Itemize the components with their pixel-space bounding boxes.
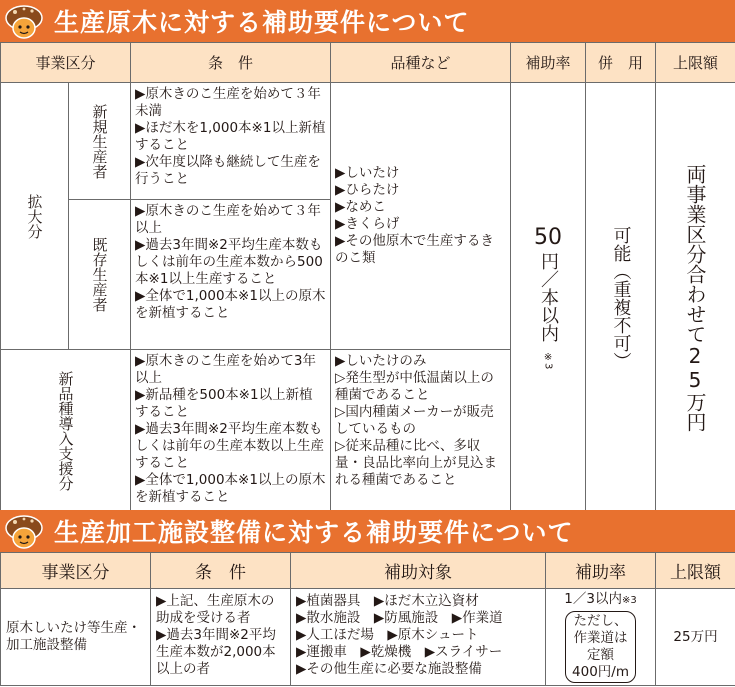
target-line: ▶植菌器具 ▶ほだ木立込資材 [296, 593, 479, 609]
cond-new-item: ▶ほだ木を1,000本※1以上新植すること [135, 120, 326, 153]
kind-item: ▶しいたけ [335, 165, 400, 181]
kind-item: ▷発生型が中低温菌以上の種菌であること [335, 370, 494, 403]
kinds-intro [331, 350, 511, 513]
cond-intro-item: ▶過去3年間※2平均生産本数もしくは前年の生産本数以上生産すること [135, 421, 325, 471]
sub-new-label: 新規生産者 [90, 103, 109, 179]
cond-intro-item: ▶新品種を500本※1以上新植すること [135, 387, 313, 420]
section1-banner [0, 0, 735, 42]
group-intro-label: 新品種導入支援分 [56, 371, 75, 491]
facility-cond-item: ▶上記、生産原木の助成を受ける者 [156, 593, 275, 626]
facility-rate-exception [565, 611, 636, 683]
subsidy-table-2 [0, 552, 735, 686]
facility-targets [291, 589, 546, 686]
facility-rate [546, 589, 656, 686]
rate-exception-line: 作業道は [573, 630, 628, 646]
sub-new [69, 83, 131, 200]
kind-item: ▷従来品種に比べ、多収量・良品比率向上が見込まれる種菌であること [335, 438, 498, 488]
cond-intro [131, 350, 331, 513]
rate-cell [511, 83, 586, 513]
kinds-expand [331, 83, 511, 350]
section2-banner [0, 510, 735, 552]
rate-exception-line: ただし、 [573, 613, 628, 629]
cond-existing-item: ▶原木きのこ生産を始めて３年以上 [135, 203, 321, 236]
header2-rate: 補助率 [546, 553, 656, 589]
combination-text: 可能（重複不可） [610, 225, 632, 370]
header2-conditions: 条 件 [151, 553, 291, 589]
header-limit: 上限額 [656, 43, 735, 83]
sub-existing [69, 200, 131, 350]
rate-number: 50 [534, 225, 563, 251]
header-rate: 補助率 [511, 43, 586, 83]
target-line: ▶人工ほだ場 ▶原木シュート [296, 627, 479, 643]
rate-unit: 円／本以内 [538, 252, 560, 343]
section1-title: 生産原木に対する補助要件について [54, 8, 470, 37]
header-varieties: 品種など [331, 43, 511, 83]
cond-existing-item: ▶過去3年間※2平均生産本数もしくは前年の生産本数から500本※1以上生産すること [135, 237, 323, 287]
kind-item: ▶その他原木で生産するきのこ類 [335, 233, 494, 266]
group-expand-label: 拡大分 [25, 193, 44, 239]
rate-exception-line: 400円/m [572, 664, 629, 680]
group-expand [1, 83, 69, 350]
cond-intro-item: ▶全体で1,000本※1以上の原木を新植すること [135, 472, 326, 505]
section2-title: 生産加工施設整備に対する補助要件について [54, 518, 574, 547]
cond-new [131, 83, 331, 200]
kind-item: ▶ひらたけ [335, 182, 400, 198]
cond-new-item: ▶原木きのこ生産を始めて３年未満 [135, 86, 321, 119]
kind-item: ▶きくらげ [335, 216, 400, 232]
target-line: ▶運搬車 ▶乾燥機 ▶スライサー [296, 644, 503, 660]
shiitake-mascot-icon [4, 511, 44, 551]
shiitake-mascot-icon [4, 1, 44, 41]
facility-rate-main: 1／3以内 [564, 591, 622, 607]
sub-existing-label: 既存生産者 [90, 237, 109, 312]
cond-intro-item: ▶原木きのこ生産を始めて3年以上 [135, 353, 316, 386]
header-category: 事業区分 [1, 43, 131, 83]
header2-targets: 補助対象 [291, 553, 546, 589]
target-line: ▶散水施設 ▶防風施設 ▶作業道 [296, 610, 503, 626]
facility-rate-note: ※3 [621, 595, 637, 606]
cond-existing-item: ▶全体で1,000本※1以上の原木を新植すること [135, 288, 326, 321]
facility-category: 原木しいたけ等生産・加工施設整備 [1, 589, 151, 686]
header2-category: 事業区分 [1, 553, 151, 589]
group-intro [1, 350, 131, 513]
rate-note: ※3 [542, 352, 554, 370]
facility-conditions [151, 589, 291, 686]
header2-limit: 上限額 [656, 553, 735, 589]
header-conditions: 条 件 [131, 43, 331, 83]
cond-existing [131, 200, 331, 350]
header-combination: 併 用 [586, 43, 656, 83]
limit-cell [656, 83, 735, 513]
facility-cond-item: ▶過去3年間※2平均生産本数が2,000本以上の者 [156, 627, 276, 677]
target-line: ▶その他生産に必要な施設整備 [296, 661, 482, 677]
limit-text: 両事業区分合わせて25万円 [683, 163, 708, 432]
cond-new-item: ▶次年度以降も継続して生産を行うこと [135, 154, 321, 187]
facility-limit: 25万円 [656, 589, 735, 686]
kind-item: ▶しいたけのみ [335, 353, 427, 369]
combination-cell [586, 83, 656, 513]
kind-item: ▶なめこ [335, 199, 386, 215]
kind-item: ▷国内種菌メーカーが販売しているもの [335, 404, 494, 437]
rate-exception-line: 定額 [587, 647, 614, 663]
subsidy-table-1 [0, 42, 735, 513]
